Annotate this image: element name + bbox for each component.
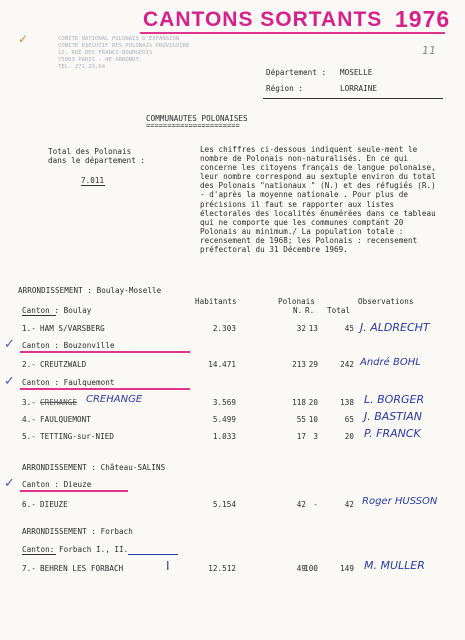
canton-blue-underline bbox=[128, 554, 178, 555]
col-polonais: Polonais bbox=[278, 297, 315, 306]
habitants-value: 5.154 bbox=[212, 500, 236, 509]
commune-name: TETTING-sur-NIED bbox=[40, 432, 114, 441]
total-value: 7.011 bbox=[81, 176, 105, 185]
handwritten-year: 1976 bbox=[395, 6, 451, 32]
col-observations: Observations bbox=[358, 297, 414, 306]
handwritten-i-mark: I bbox=[166, 559, 170, 573]
association-stamp bbox=[58, 36, 189, 71]
r-value: - bbox=[313, 500, 318, 509]
commune-name: HAM S/VARSBERG bbox=[40, 324, 105, 333]
arrondissement-heading: ARRONDISSEMENT : Château-SALINS bbox=[22, 463, 166, 472]
stamp-line: 75003 PARIS - 4E ARRONDT. bbox=[58, 57, 143, 63]
total-value: 65 bbox=[344, 415, 354, 424]
r-value: 20 bbox=[308, 398, 318, 407]
crossed-out-commune: CREHANGE bbox=[40, 398, 77, 407]
habitants-value: 12.512 bbox=[208, 564, 236, 573]
col-total: Total bbox=[327, 306, 351, 315]
arrondissement-heading: ARRONDISSEMENT : Boulay-Moselle bbox=[18, 286, 162, 295]
n-value: 17 bbox=[296, 432, 306, 441]
region-label: Région : bbox=[266, 84, 303, 93]
n-value: 32 bbox=[296, 324, 306, 333]
total-value: 45 bbox=[344, 324, 354, 333]
canton-label: Canton : Dieuze bbox=[22, 480, 92, 489]
observation-handwritten: J. BASTIAN bbox=[364, 410, 423, 423]
canton-label: Canton: Forbach I., II. bbox=[22, 545, 129, 554]
col-r: R. bbox=[305, 306, 315, 315]
r-value: 3 bbox=[313, 432, 318, 441]
check-mark-icon: ✓ bbox=[18, 32, 29, 46]
departement-label: Département : bbox=[266, 68, 327, 77]
total-label-line2: dans le département : bbox=[48, 156, 146, 165]
observation-handwritten: André BOHL bbox=[360, 357, 421, 368]
title-underline bbox=[140, 32, 445, 34]
commune-name: DIEUZE bbox=[40, 500, 68, 509]
row-number: 4.- bbox=[22, 415, 36, 424]
explanatory-note: Les chiffres ci-dessous indiquent seule-ment le nombre de Polonais non-naturalisés. En ce qui concerne les citoyens français de langue polonaise, leur nombre correspond au sextuple environ du total des Polonais "nationaux " (N.) et des réfugiés (R.) - d'après la moyenne nationale . Pour plus de précisions il faut se rapporter aux listes électorales des localités énumérées dans ce tableau qui ne comporte que les communes comptant 20 Polonais au minimum./ La population totale : recensement de 1968; les Polonais : recensement préfectoral du 31 Décembre 1969. bbox=[200, 145, 436, 255]
check-mark-icon: ✓ bbox=[4, 374, 15, 389]
canton-pink-underline bbox=[20, 388, 190, 390]
stamp-line: COMITE EXECUTIF DES POLONAIS PROVISOIRE bbox=[58, 43, 190, 49]
row-number: 7.- bbox=[22, 564, 36, 573]
check-mark-icon: ✓ bbox=[4, 476, 15, 491]
habitants-value: 3.569 bbox=[212, 398, 236, 407]
row-number: 1.- bbox=[22, 324, 36, 333]
r-value: 10 bbox=[308, 415, 318, 424]
row-number: 5.- bbox=[22, 432, 36, 441]
row-number: 6.- bbox=[22, 500, 36, 509]
total-value-underline bbox=[81, 185, 105, 186]
habitants-value: 1.033 bbox=[212, 432, 236, 441]
canton-label: Canton : Faulquemont bbox=[22, 378, 115, 387]
canton-underline bbox=[22, 554, 56, 555]
canton-label: Canton : Bouzonville bbox=[22, 341, 115, 350]
stamp-line: TEL. 272.23.64 bbox=[58, 64, 106, 70]
observation-handwritten: J. ALDRECHT bbox=[360, 321, 430, 334]
canton-underline bbox=[22, 315, 56, 316]
observation-handwritten: L. BORGER bbox=[364, 393, 425, 406]
section-title: COMMUNAUTES POLONAISES bbox=[146, 114, 248, 123]
total-value: 138 bbox=[340, 398, 354, 407]
region-value: LORRAINE bbox=[340, 84, 377, 93]
section-title-underline: ====================== bbox=[146, 122, 240, 130]
n-value: 42 bbox=[296, 500, 306, 509]
handwritten-title: CANTONS SORTANTS bbox=[143, 8, 383, 31]
r-value: 13 bbox=[308, 324, 318, 333]
canton-pink-underline bbox=[20, 490, 128, 492]
commune-name: FAULQUEMONT bbox=[40, 415, 91, 424]
habitants-value: 2.303 bbox=[212, 324, 236, 333]
total-value: 20 bbox=[344, 432, 354, 441]
total-label-line1: Total des Polonais bbox=[48, 147, 132, 156]
page-ref: 11 bbox=[422, 44, 436, 57]
n-value: 213 bbox=[292, 360, 306, 369]
arrondissement-heading: ARRONDISSEMENT : Forbach bbox=[22, 527, 133, 536]
total-value: 242 bbox=[340, 360, 354, 369]
commune-name-handwritten: CREHANGE bbox=[86, 394, 143, 405]
observation-handwritten: M. MULLER bbox=[364, 559, 425, 572]
row-number: 2.- bbox=[22, 360, 36, 369]
observation-handwritten: Roger HUSSON bbox=[362, 496, 438, 507]
row-number: 3.- bbox=[22, 398, 36, 407]
habitants-value: 14.471 bbox=[208, 360, 236, 369]
stamp-line: COMITE NATIONAL POLONAIS D'EXPANSION bbox=[58, 36, 180, 42]
total-value: 149 bbox=[340, 564, 354, 573]
check-mark-icon: ✓ bbox=[4, 337, 15, 352]
header-rule bbox=[263, 98, 443, 99]
total-value: 42 bbox=[344, 500, 354, 509]
r-value: 29 bbox=[308, 360, 318, 369]
canton-pink-underline bbox=[20, 351, 190, 353]
stamp-line: 12, RUE DES FRANCS-BOURGEOIS bbox=[58, 50, 153, 56]
observation-handwritten: P. FRANCK bbox=[364, 427, 421, 440]
r-value: 100 bbox=[304, 564, 318, 573]
n-value: 49 bbox=[296, 564, 306, 573]
habitants-value: 5.499 bbox=[212, 415, 236, 424]
col-habitants: Habitants bbox=[195, 297, 237, 306]
n-value: 55 bbox=[296, 415, 306, 424]
commune-name: BEHREN LES FORBACH bbox=[40, 564, 124, 573]
departement-value: MOSELLE bbox=[340, 68, 373, 77]
n-value: 118 bbox=[292, 398, 306, 407]
commune-name: CREUTZWALD bbox=[40, 360, 87, 369]
canton-label: Canton : Boulay bbox=[22, 306, 92, 315]
col-n: N. bbox=[293, 306, 303, 315]
